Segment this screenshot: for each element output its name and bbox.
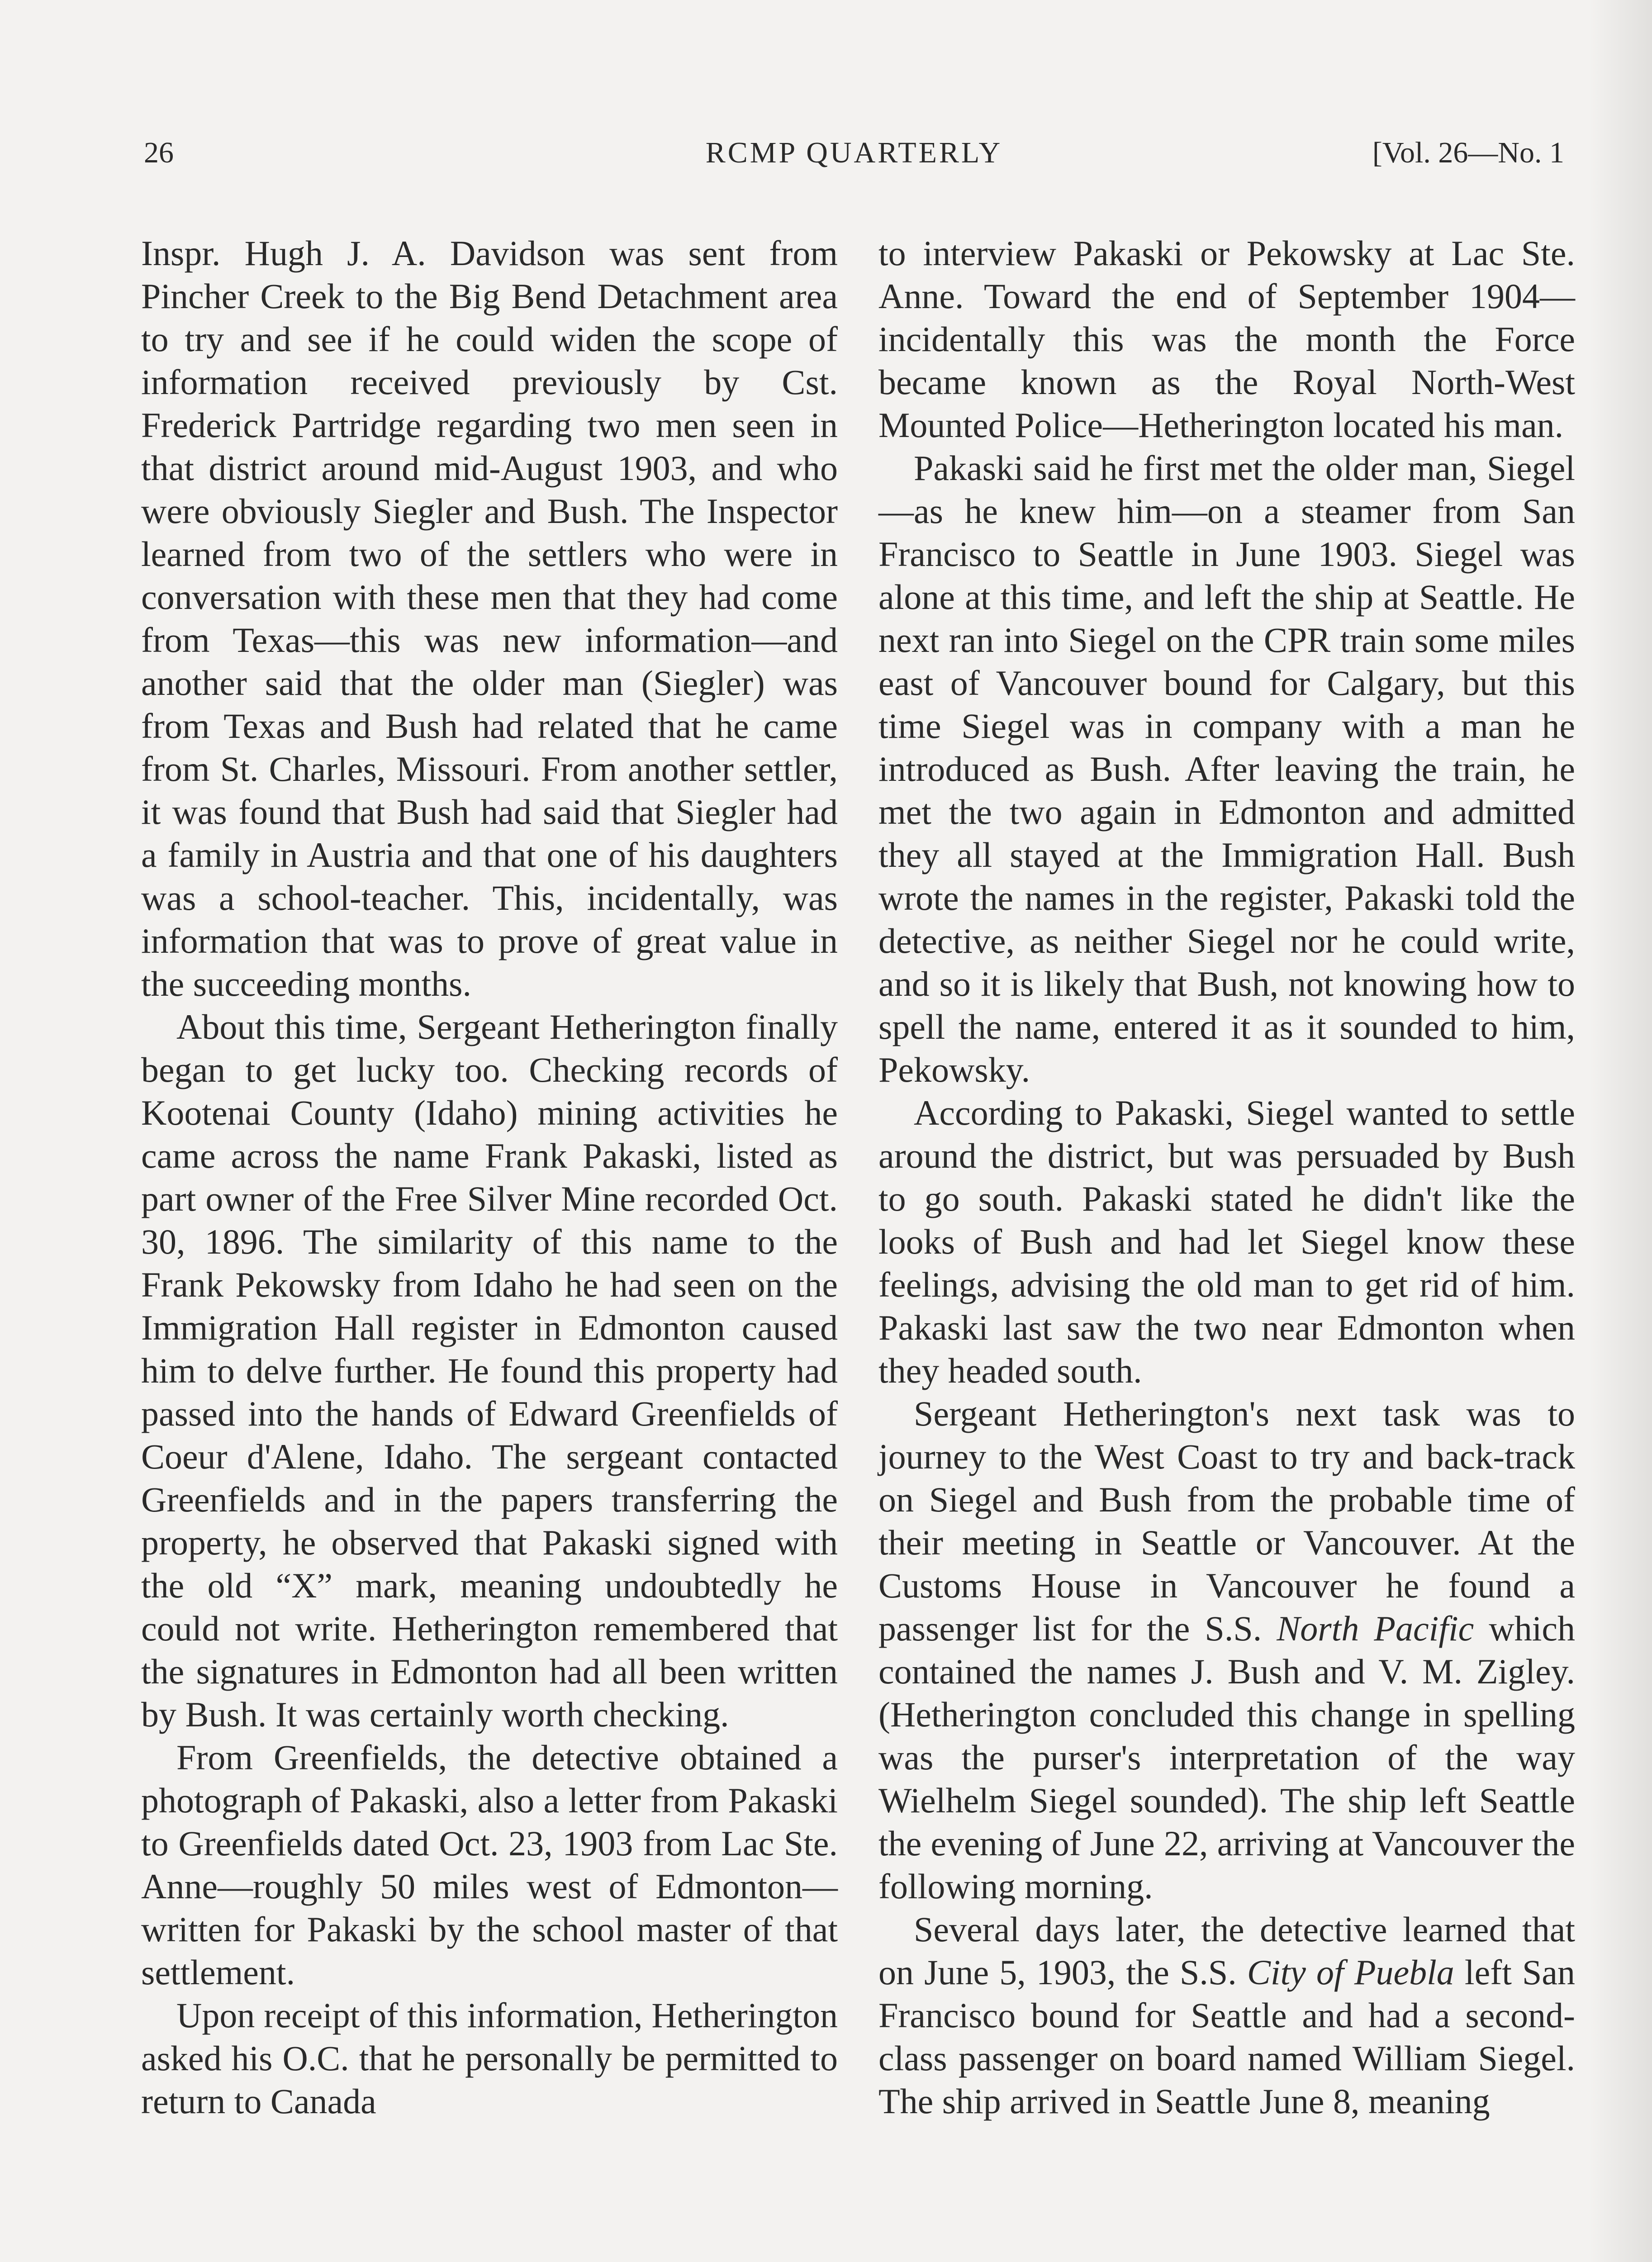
ship-name: City of Puebla (1247, 1953, 1454, 1992)
text-run: Several days later, the detective learned that on June 5, 1903, the S.S. (878, 1910, 1575, 1992)
page-edge-shadow (1589, 0, 1652, 2262)
text-run: left San Francisco bound for Seattle and had a second-class passenger on board named William Siegel. The ship arrived in Seattle June 8, meaning (878, 1953, 1576, 2121)
ship-name: North Pacific (1277, 1609, 1474, 1648)
page-number: 26 (144, 136, 174, 169)
paragraph: Pakaski said he first met the older man, Siegel—as he knew him—on a steamer from San Francisco to Seattle in June 1903. Siegel was alone at this time, and left the ship at Seattle. He next ran into Siegel on the CPR train some miles east of Vancouver bound for Calgary, but this time Siegel was in company with a man he introduced as Bush. After leaving the train, he met the two again in Edmonton and admitted they all stayed at the Immigration Hall. Bush wrote the names in the register, Pakaski told the detective, as neither Siegel nor he could write, and so it is likely that Bush, not knowing how to spell the name, entered it as it sounded to him, Pekowsky. (878, 448, 1575, 1089)
paragraph: to interview Pakaski or Pekowsky at Lac Ste. Anne. Toward the end of September 1904—incidentally this was the month the Force became known as the Royal North-West Mounted Police—Hetherington located his man. (878, 233, 1575, 445)
paragraph: According to Pakaski, Siegel wanted to settle around the district, but was persuaded by Bush to go south. Pakaski stated he didn't like the looks of Bush and had let Siegel know these feelings, advising the old man to get rid of him. Pakaski last saw the two near Edmonton when they headed south. (878, 1093, 1575, 1390)
journal-title: RCMP QUARTERLY (705, 136, 1003, 169)
right-column (878, 232, 1575, 2123)
volume-issue: [Vol. 26—No. 1 (1372, 136, 1564, 169)
paragraph: From Greenfields, the detective obtained a photograph of Pakaski, also a letter from Pakaski to Greenfields dated Oct. 23, 1903 from Lac Ste. Anne—roughly 50 miles west of Edmonton—written for Pakaski by the school master of that settlement. (141, 1738, 838, 1992)
left-column (141, 232, 838, 2123)
paragraph (878, 1908, 1575, 2123)
paragraph (878, 1392, 1575, 1908)
paragraph: Inspr. Hugh J. A. Davidson was sent from Pincher Creek to the Big Bend Detachment area to try and see if he could widen the scope of information received previously by Cst. Frederick Partridge regarding two men seen in that district around mid-August 1903, and who were obviously Siegler and Bush. The Inspector learned from two of the settlers who were in conversation with these men that they had come from Texas—this was new information—and another said that the older man (Siegler) was from Texas and Bush had related that he came from St. Charles, Missouri. From another settler, it was found that Bush had said that Siegler had a family in Austria and that one of his daughters was a school-teacher. This, incidentally, was information that was to prove of great value in the succeeding months. (141, 233, 838, 1003)
running-header (144, 136, 1564, 190)
text-run: which contained the names J. Bush and V. M. Zigley. (Hetherington concluded this change in spelling was the purser's interpretation of the way Wielhelm Siegel sounded). The ship left Seattle the evening of June 22, arriving at Vancouver the following morning. (878, 1609, 1576, 1906)
paragraph: About this time, Sergeant Hetherington finally began to get lucky too. Checking records of Kootenai County (Idaho) mining activities he came across the name Frank Pakaski, listed as part owner of the Free Silver Mine recorded Oct. 30, 1896. The similarity of this name to the Frank Pekowsky from Idaho he had seen on the Immigration Hall register in Edmonton caused him to delve further. He found this property had passed into the hands of Edward Greenfields of Coeur d'Alene, Idaho. The sergeant contacted Greenfields and in the papers transferring the property, he observed that Pakaski signed with the old “X” mark, meaning undoubtedly he could not write. Hetherington remembered that the signatures in Edmonton had all been written by Bush. It was certainly worth checking. (141, 1007, 838, 1734)
paragraph: Upon receipt of this information, Hetherington asked his O.C. that he personally be permitted to return to Canada (141, 1996, 838, 2121)
text-run: Sergeant Hetherington's next task was to journey to the West Coast to try and back-track on Siegel and Bush from the probable time of their meeting in Seattle or Vancouver. At the Customs House in Vancouver he found a passenger list for the S.S. (878, 1394, 1575, 1648)
